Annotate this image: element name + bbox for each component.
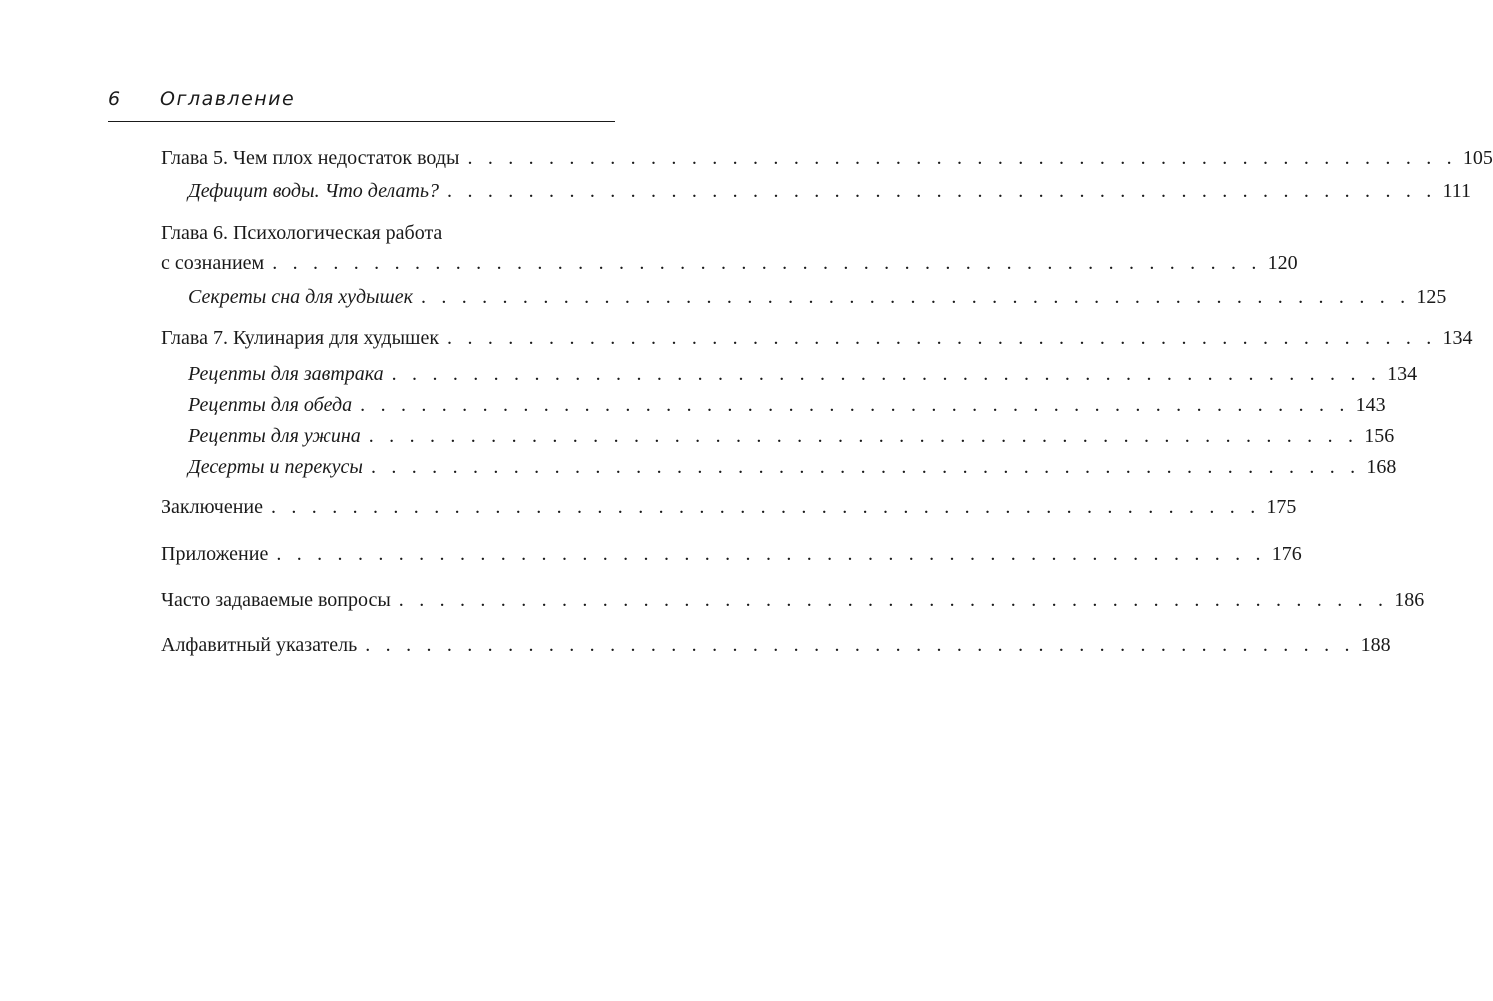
toc-entry-page: 134 <box>1387 363 1418 385</box>
toc-entry-page: 176 <box>1271 543 1302 565</box>
toc-entry-chapter-5[interactable] <box>161 146 1493 170</box>
toc-entry-page: 120 <box>1267 252 1298 274</box>
toc-entry-page: 125 <box>1416 286 1447 308</box>
toc-leader-dots: . . . . . . . . . . . . . . . . . . . . . . . . . . . . . . . . . . . . . . . . . . . . . . . . . <box>271 496 1261 518</box>
toc-leader-dots: . . . . . . . . . . . . . . . . . . . . . . . . . . . . . . . . . . . . . . . . . . . . . . . . . <box>447 180 1437 202</box>
toc-entry-page: 168 <box>1366 456 1397 478</box>
toc-entry-title: Глава 7. Кулинария для худышек <box>161 327 440 349</box>
toc-leader-dots: . . . . . . . . . . . . . . . . . . . . . . . . . . . . . . . . . . . . . . . . . . . . . . . . . <box>391 363 1382 385</box>
toc-entry-title: Заключение <box>161 496 263 518</box>
toc-entry-title: Рецепты для ужина <box>188 425 361 447</box>
toc-leader-dots: . . . . . . . . . . . . . . . . . . . . . . . . . . . . . . . . . . . . . . . . . . . . . . . . . <box>370 456 1361 478</box>
page-number: 6 <box>108 88 121 110</box>
toc-leader-dots: . . . . . . . . . . . . . . . . . . . . . . . . . . . . . . . . . . . . . . . . . . . . . . . . . <box>365 634 1355 656</box>
toc-leader-dots: . . . . . . . . . . . . . . . . . . . . . . . . . . . . . . . . . . . . . . . . . . . . . . . . . <box>276 543 1266 565</box>
toc-entry-page: 105 <box>1462 147 1493 169</box>
toc-entry-title: Приложение <box>161 543 269 565</box>
toc-entry-conclusion[interactable] <box>161 495 1297 519</box>
toc-entry-chapter-7[interactable] <box>161 326 1473 350</box>
toc-entry-dinner-recipes[interactable] <box>188 424 1395 448</box>
toc-entry-water-deficit[interactable] <box>188 179 1471 203</box>
toc-entry-sleep-secrets[interactable] <box>188 285 1447 309</box>
toc-entry-index[interactable] <box>161 633 1391 657</box>
toc-entry-title: Глава 5. Чем плох недостаток воды <box>161 147 460 169</box>
running-title: Оглавление <box>160 88 296 110</box>
toc-leader-dots: . . . . . . . . . . . . . . . . . . . . . . . . . . . . . . . . . . . . . . . . . . . . . . . . . <box>368 425 1359 447</box>
toc-entry-title: Рецепты для завтрака <box>188 363 384 385</box>
toc-entry-chapter-6[interactable] <box>161 251 1298 275</box>
toc-entry-title: Часто задаваемые вопросы <box>161 589 391 611</box>
toc-entry-title: Алфавитный указатель <box>161 634 358 656</box>
toc-entry-breakfast-recipes[interactable] <box>188 362 1418 386</box>
toc-entry-title: Секреты сна для худышек <box>188 286 413 308</box>
toc-entry-page: 143 <box>1355 394 1386 416</box>
toc-entry-appendix[interactable] <box>161 542 1302 566</box>
toc-leader-dots: . . . . . . . . . . . . . . . . . . . . . . . . . . . . . . . . . . . . . . . . . . . . . . . . . <box>467 147 1457 169</box>
toc-entry-page: 186 <box>1394 589 1425 611</box>
toc-leader-dots: . . . . . . . . . . . . . . . . . . . . . . . . . . . . . . . . . . . . . . . . . . . . . . . . . <box>272 252 1262 274</box>
toc-leader-dots: . . . . . . . . . . . . . . . . . . . . . . . . . . . . . . . . . . . . . . . . . . . . . . . . . <box>420 286 1411 308</box>
toc-entry-page: 188 <box>1360 634 1391 656</box>
toc-leader-dots: . . . . . . . . . . . . . . . . . . . . . . . . . . . . . . . . . . . . . . . . . . . . . . . . . <box>447 327 1437 349</box>
toc-leader-dots: . . . . . . . . . . . . . . . . . . . . . . . . . . . . . . . . . . . . . . . . . . . . . . . . . <box>360 394 1350 416</box>
toc-entry-lunch-recipes[interactable] <box>188 393 1386 417</box>
toc-entry-page: 156 <box>1364 425 1395 447</box>
toc-entry-title: Десерты и перекусы <box>188 456 363 478</box>
toc-entry-faq[interactable] <box>161 588 1425 612</box>
toc-entry-page: 175 <box>1266 496 1297 518</box>
toc-entry-title: Дефицит воды. Что делать? <box>188 180 440 202</box>
toc-leader-dots: . . . . . . . . . . . . . . . . . . . . . . . . . . . . . . . . . . . . . . . . . . . . . . . . . <box>398 589 1389 611</box>
toc-entry-title: с сознанием <box>161 252 265 274</box>
toc-entry-desserts-snacks[interactable] <box>188 455 1397 479</box>
toc-entry-title: Рецепты для обеда <box>188 394 353 416</box>
toc-entry-chapter-6-line1[interactable]: Глава 6. Психологическая работа <box>161 222 443 244</box>
toc-entry-page: 111 <box>1442 180 1471 202</box>
toc-entry-page: 134 <box>1442 327 1473 349</box>
